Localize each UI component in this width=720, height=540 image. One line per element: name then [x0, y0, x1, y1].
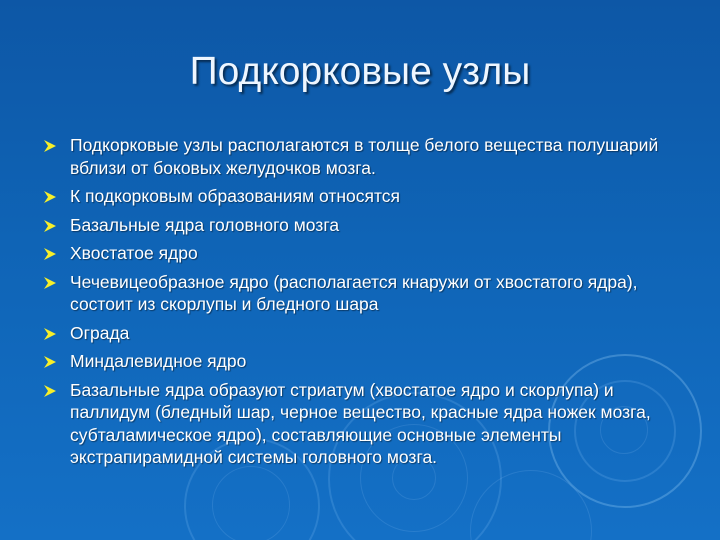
bullet-text: Базальные ядра головного мозга: [70, 214, 340, 235]
bullet-text: Миндалевидное ядро: [70, 351, 247, 371]
bullet-text: Ограда: [70, 322, 130, 343]
arrow-bullet-icon: [44, 356, 56, 368]
bullet-item: [44, 134, 684, 179]
slide-title: Подкорковые узлы: [189, 50, 531, 93]
bullet-item: [44, 379, 684, 469]
arrow-bullet-icon: [44, 220, 56, 232]
bullet-item: [44, 271, 684, 316]
bullet-item: [44, 214, 684, 237]
arrow-bullet-icon: [44, 277, 56, 289]
bullet-item: [44, 322, 684, 345]
bullet-item: [44, 350, 684, 373]
arrow-bullet-icon: [44, 385, 56, 397]
bullet-text: Хвостатое ядро: [70, 243, 198, 263]
bullet-item: [44, 185, 684, 208]
bullet-text: К подкорковым образованиям относятся: [70, 186, 401, 206]
bullet-text: Чечевицеобразное ядро (располагается кнаружи от хвостатого ядра), состоит из скорлупы и бледного шара: [70, 271, 638, 314]
arrow-bullet-icon: [44, 140, 56, 152]
bullet-text: Подкорковые узлы располагаются в толще белого вещества полушарий вблизи от боковых желудочков мозга.: [70, 135, 659, 178]
water-ripple-icon: [470, 470, 592, 540]
bullet-list: [44, 134, 684, 475]
arrow-bullet-icon: [44, 248, 56, 260]
bullet-text: Базальные ядра образуют стриатум (хвостатое ядро и скорлупа) и паллидум (бледный шар, черное вещество, красные ядра ножек мозга, субталамическое ядро), составляющие основные элементы экстрапирамидной системы головного мозга.: [70, 379, 651, 467]
water-ripple-icon: [212, 466, 290, 540]
arrow-bullet-icon: [44, 328, 56, 340]
bullet-item: [44, 242, 684, 265]
arrow-bullet-icon: [44, 191, 56, 203]
